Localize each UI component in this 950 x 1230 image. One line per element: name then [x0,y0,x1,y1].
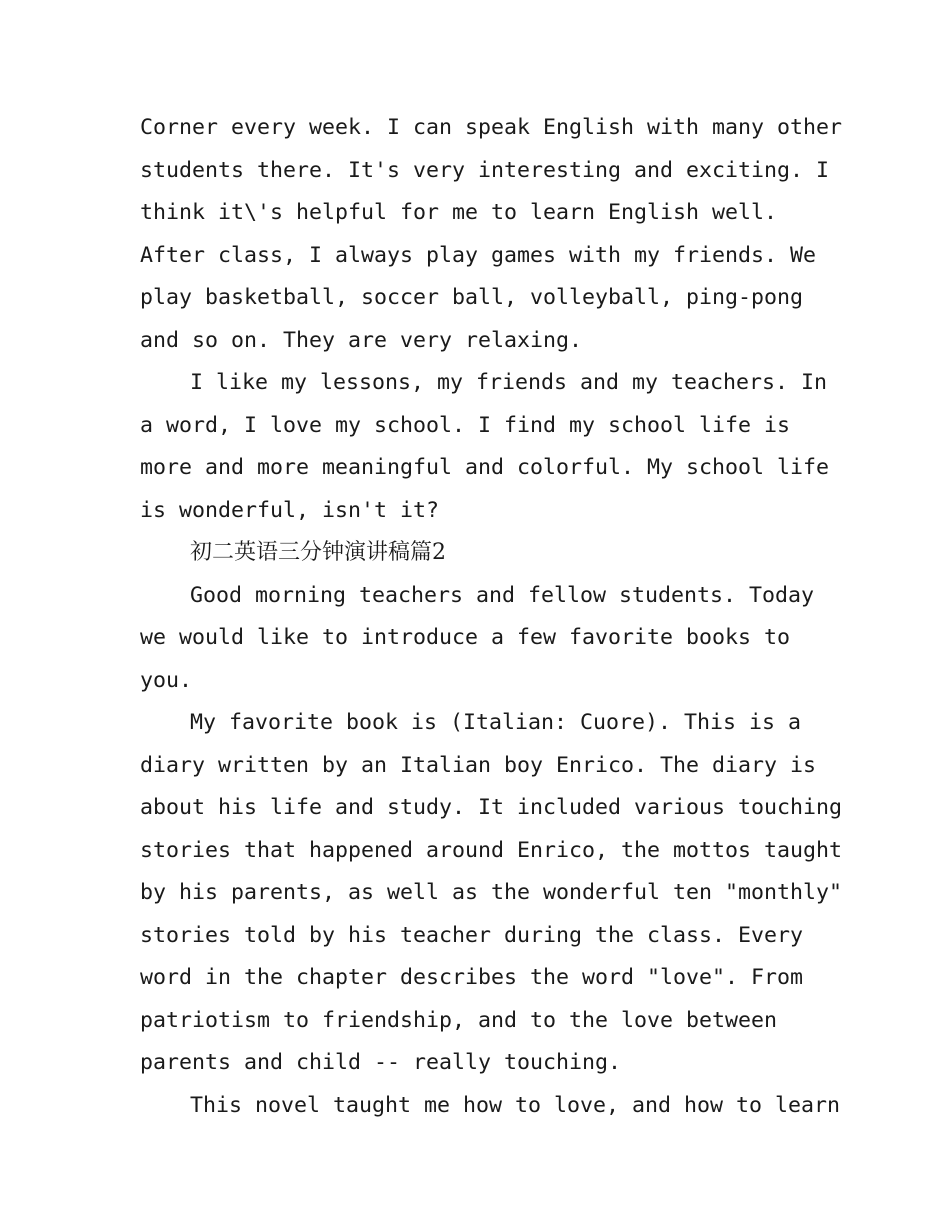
text-line: we would like to introduce a few favorite books to [140,625,791,650]
text-line: you. [140,668,193,693]
text-line: word in the chapter describes the word "love". From [140,965,804,990]
text-line: and so on. They are very relaxing. [140,328,583,353]
section-heading: 初二英语三分钟演讲稿篇2 [190,540,446,565]
text-line: by his parents, as well as the wonderful ten "monthly" [140,880,843,905]
text-line: stories told by his teacher during the class. Every [140,923,804,948]
text-line: I like my lessons, my friends and my teachers. In [190,370,828,395]
text-line: parents and child -- really touching. [140,1050,622,1075]
text-line: play basketball, soccer ball, volleyball, ping-pong [140,285,804,310]
text-line: about his life and study. It included various touching [140,795,843,820]
text-line: After class, I always play games with my friends. We [140,243,817,268]
text-line: My favorite book is (Italian: Cuore). This is a [190,710,802,735]
text-line: This novel taught me how to love, and how to learn [190,1093,841,1118]
text-line: patriotism to friendship, and to the love between [140,1008,778,1033]
text-line: students there. It's very interesting and exciting. I [140,158,830,183]
text-line: Corner every week. I can speak English with many other [140,115,843,140]
text-line: think it\'s helpful for me to learn English well. [140,200,778,225]
text-line: is wonderful, isn't it? [140,498,440,523]
text-line: a word, I love my school. I find my school life is [140,413,791,438]
text-line: stories that happened around Enrico, the mottos taught [140,838,843,863]
text-line: diary written by an Italian boy Enrico. The diary is [140,753,817,778]
text-line: more and more meaningful and colorful. My school life [140,455,830,480]
text-line: Good morning teachers and fellow students. Today [190,583,815,608]
